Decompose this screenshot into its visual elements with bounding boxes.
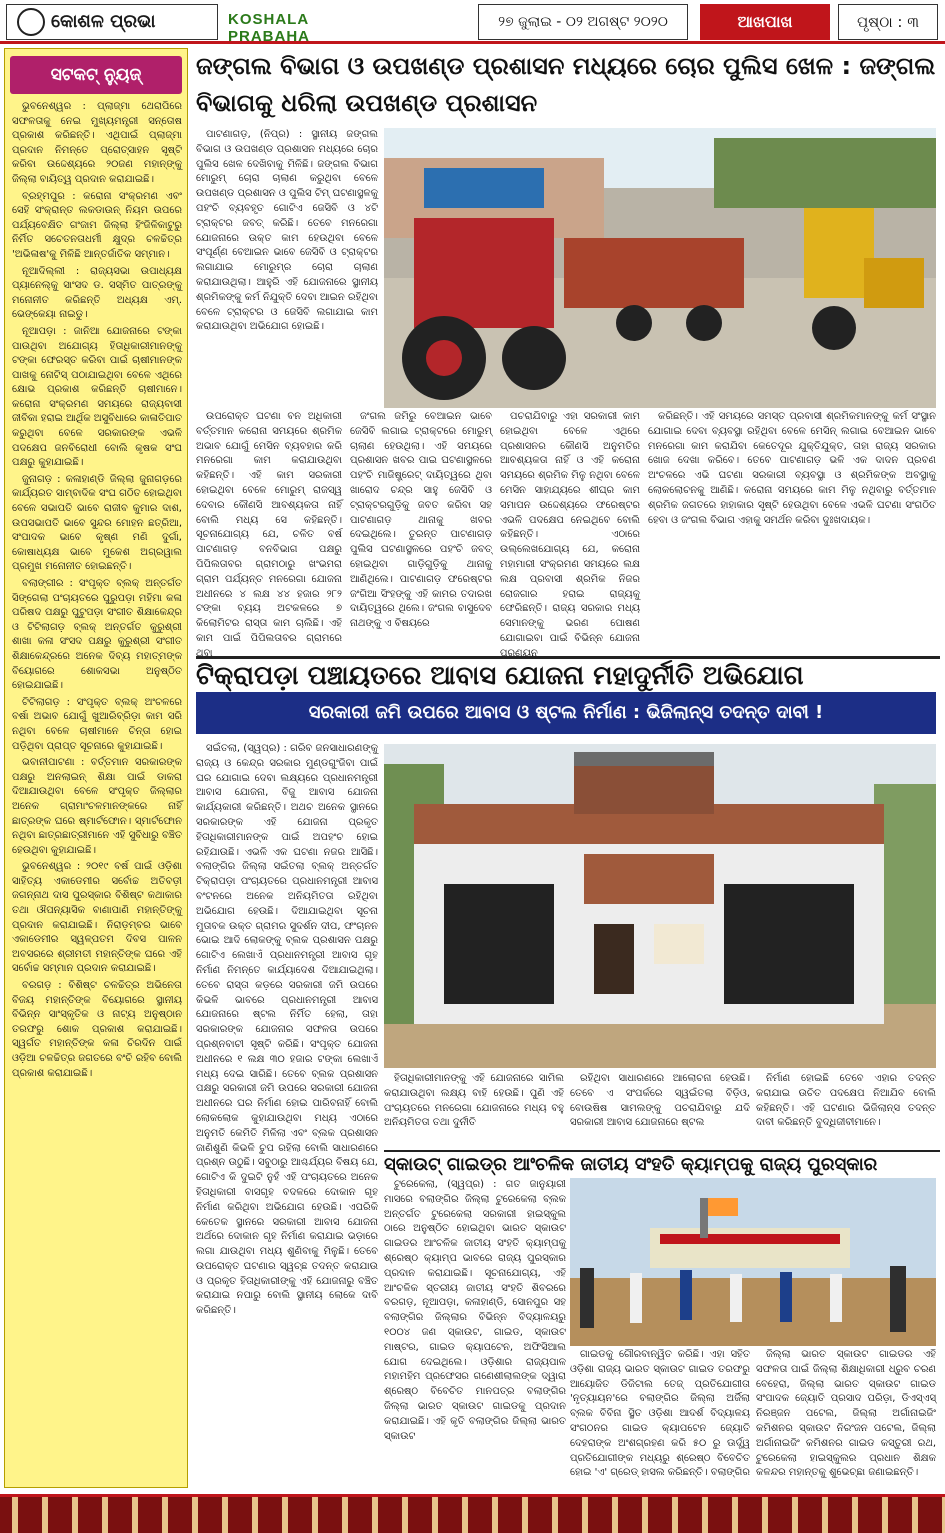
story2-column-4 — [756, 1072, 936, 1148]
story2-headline: ଟିକ୍ରାପଡ଼ା ପଞ୍ଚାୟତରେ ଆବାସ ଯୋଜନା ମହାଦୁର୍ନୀତି ଅଭିଯୋଗ — [196, 656, 940, 690]
logo-text: କୋଶଳ ପ୍ରଭା — [51, 11, 156, 32]
story2-text: ହିତାଧିକାରୀମାନଙ୍କୁ ଏହି ଯୋଜନାରେ ସାମିଲ କରାଯାଉଥିବା ଲକ୍ଷ୍ୟ ବାହି ହେଉଛି। ପୁଣି ଏହି ପଂଚାୟତରେ ମନରେଗା ଯୋଜନାରେ ମଧ୍ୟ ବହୁ ଅନିୟମିତତା ତଥା ଦୁର୍ନୀତି — [384, 1073, 564, 1129]
newspaper-logo — [6, 4, 218, 40]
story1-column-5 — [648, 410, 936, 654]
story3-column-3 — [756, 1348, 936, 1488]
story3-headline: ସ୍କାଉଟ୍ ଗାଇଡ୍‌ର ଆଂଚଳିକ ଜାତୀୟ ସଂହତି କ୍ୟାମ୍ପକୁ ରାଜ୍ୟ ପୁରସ୍କାର — [384, 1150, 940, 1176]
sidebar-news-item: ଟିଟିଲାଗଡ଼ : ସଂପୃକ୍ତ ବ୍ଲକ୍ ଅଂଚଳରେ ବର୍ଷା ଅଭାବ ଯୋଗୁଁ ଖୁଆରିବ୍ରିଡ଼ା କାମ ସରି ନଥିବା ବେଳେ ଚାଷୀମାନେ ଚିନ୍ତା ହୋଇ ପଡ଼ିଥିବା ପ୍ରାପ୍ତ ସୂଚନାରେ କୁହାଯାଇଛି। — [12, 696, 182, 752]
scout-guide-camp-photo — [570, 1178, 936, 1346]
sidebar-news-item: ଜୁନାଗଡ଼ : କଳାହାଣ୍ଡି ଜିଲ୍ଲା ଜୁନାଗଡ଼ରେ କାର୍ଯ୍ୟରତ ସାମ୍ବାଦିକ ସଂଘ ଗଠିତ ହୋଇଥିବା ବେଳେ ସଭାପତି ଭାବେ ରାଜୀବ କୁମାର ଦାଶ, ଉପସଭାପତି ଭାବେ ସୁନ୍ଦର ମୋହନ ଛତ୍ରିଆ, ସଂପାଦକ ଭାବେ କୃଷ୍ଣ ମଣି ଦୁର୍ଗା, କୋଷାଧ୍ୟକ୍ଷ ଭାବେ ମୁକେଶ ଅଗ୍ରୱାଲ ପ୍ରମୁଖ ମନୋନୀତ ହୋଇଛନ୍ତି। — [12, 473, 182, 573]
footer-border-pattern — [0, 1494, 945, 1533]
story3-text: ଗାଇଡକୁ ଗୌରବାନ୍ୱିତ କରିଛି। ଏହା ସହିତ ଓଡ଼ିଶା ରାଜ୍ୟ ଭାରତ ସ୍କାଉଟ ଗାଇଡ ତରଫରୁ ଆୟୋଜିତ ଡିଜିଟାଲ ତେଜ୍ ପ୍ରତିଯୋଗୀତା 'ନୃତ୍ୟାୟନ'ରେ ବଲାଙ୍ଗିର ଜିଲ୍ଲା ଅର୍ଜିଲା ବ୍ଲକ ବିବିନା ସ୍ଥିତ ଓଡ଼ିଶା ଆଦର୍ଶ ବିଦ୍ୟାଳୟ ସଂଗଠନର ଗାଇଡ କ୍ୟାପଟେନ ଜ୍ୟୋତି ଦେହରାଙ୍କ ଅଂଶଗ୍ରହଣ କରି ୫୦ ରୁ ଊର୍ଦ୍ଧ୍ୱ ପ୍ରତିଯୋଗୀଙ୍କ ମଧ୍ୟରୁ ଶ୍ରେଷ୍ଠ ବିବେଚିତ ହୋଇ 'ଏ' ଗ୍ରେଡ୍ ହାସଲ କରିଛନ୍ତି। ବଲାଙ୍ଗିର — [570, 1349, 750, 1479]
story1-text: ଉପରୋକ୍ତ ଘଟଣା ବନ ଅଧିକାରୀ ବର୍ତ୍ତମାନ କରୋନା ସମୟରେ ଶ୍ରମିକ ଅଭାବ ଯୋଗୁଁ ମେସିନ ବ୍ୟବହାର କରି ମନରେଗା କାମ କରାଯାଉଥିବା କହିଛନ୍ତି। ଏହି କାମ ସରକାରୀ ହୋଇଥିବା ବେଳେ ମୋରୁମ୍ ରାଜସ୍ୱ ଦେବାର କୌଣସି ଆବଶ୍ୟକତା ନାହିଁ ବୋଲି ମଧ୍ୟ ସେ କହିଛନ୍ତି। ସୂଚନାଯୋଗ୍ୟ ଯେ, ଚଳିତ ବର୍ଷ ପାଟଣାଗଡ଼ ବନବିଭାଗ ପକ୍ଷରୁ ପିପିଲତାବର ଗ୍ରାମଠାରୁ ଖଂଭମରା ଗ୍ରାମ ପର୍ଯ୍ୟନ୍ତ ମନରେଗା ଯୋଜନା ଅଧୀନରେ ୪ ଲକ୍ଷ ୪୪ ହଜାର ୨୮୨ ଟଙ୍କା ବ୍ୟୟ ଅଟକଳରେ ୭ କିଲୋମିଟର ରାସ୍ତା କାମ ଚାଲିଛି। ଏହି କାମ ପାଇଁ ପିପିଲତାବର ଗ୍ରାମରେ ଥିବା — [196, 411, 342, 659]
sidebar-news-item: ନୂଆଦିଲ୍ଲୀ : ରାଜ୍ୟସଭା ଉପାଧ୍ୟକ୍ଷ ପ୍ୟାନେଲ୍‌କୁ ସାଂସଦ ଡ. ସସ୍ମିତ ପାତ୍ରଙ୍କୁ ମନୋନୀତ କରିଛନ୍ତି ଅଧ୍ୟକ୍ଷ ଏମ୍. ଭେଙ୍କେୟା ନାଇଡୁ। — [12, 265, 182, 321]
story1-text: କରିଛନ୍ତି। ଏହି ସମୟରେ ସମସ୍ତ ପ୍ରବାସୀ ଶ୍ରମିକମାନଙ୍କୁ କର୍ମ ସଂସ୍ଥାନ ଯୋଗାଇ ଦେବା ବ୍ୟବସ୍ଥା ରହିଥିବା ବେଳେ ମେସିନ୍ ଲଗାଇ ବେଆଇନ ଭାବେ ମନରେଗା କାମ କରାଯିବା କେତେଦୂର ଯୁକ୍ତିଯୁକ୍ତ, ତାହା ରାଜ୍ୟ ସରକାର ଖୋଜ ଦେଖା କରିବେ। ତେବେ ପାଟଣାଗଡ଼ ଭଳି ଏକ ଦାଦନ ପ୍ରବଣ ଅଂଚଳରେ ଏଭି ଘଟଣା ସରକାରୀ ବ୍ୟବସ୍ଥା ଓ ଶ୍ରମିକଙ୍କ ଅବସ୍ଥାକୁ ଲୋକଲୋଚନକୁ ଆଣିଛି। କରୋନା ସମୟରେ କାମ ମିଳୁ ନଥିବାରୁ ବର୍ତ୍ତମାନ ଶ୍ରମିକ ଜଗତରେ ହାହାକାର ସୃଷ୍ଟି ହେଉଥିବା ବେଳେ ଏଭଳି ଘଟଣା ସଂଗଠିତ ହେବା ଓ ଜଂଗଲ ବିଭାଗ ଏହାକୁ ସମର୍ଥନ କରିବା ଦୁଃଖଦାୟକ। — [648, 411, 936, 526]
sidebar-news-item: ଭୁବନେଶ୍ୱର : ୨୦୧୯ ବର୍ଷ ପାଇଁ ଓଡ଼ିଶା ସାହିତ୍ୟ ଏକାଡେମୀର ସର୍ବୋଚ୍ଚ ଅତିବଡ଼ୀ ଜଗନ୍ନାଥ ଦାସ ପୁରସ୍କାର ବିଶିଷ୍ଟ କଥାକାର ତଥା ଔପନ୍ୟାସିକ ବାଣାପାଣି ମହାନ୍ତିଙ୍କୁ ପ୍ରଦାନ କରାଯାଇଛି। ନିରାଡ଼ମ୍ବର ଭାବେ ଏକାଡେମୀର ସ୍ୱଳ୍ପତମ ଦିବସ ପାଳନ ଅବସରରେ ଶ୍ରୀମତୀ ମହାନ୍ତିଙ୍କ ଘରେ ଏହି ସର୍ବୋଚ୍ଚ ସମ୍ମାନ ପ୍ରଦାନ କରାଯାଇଛି। — [12, 861, 182, 975]
page-number: ପୃଷ୍ଠା : ୩ — [838, 4, 938, 40]
story2-subheadline: ସରକାରୀ ଜମି ଉପରେ ଆବାସ ଓ ଷ୍ଟଲ ନିର୍ମାଣ : ଭିଜିଲାନ୍ସ ତଦନ୍ତ ଦାବୀ ! — [196, 692, 936, 734]
building-photo-illustration — [384, 744, 936, 1068]
story3-column-2 — [570, 1348, 750, 1488]
story2-text: ସଇଁତଲା, (ସ୍ୱପ୍ର) : ଗରିବ ଜନସାଧାରଣଙ୍କୁ ରାଜ୍ୟ ଓ କେନ୍ଦ୍ର ସରକାର ମୁଣ୍ଡଗୁଂଜିବା ପାଇଁ ଘର ଯୋଗାଇ ଦେବା ଲକ୍ଷ୍ୟରେ ପ୍ରଧାନମନ୍ତ୍ରୀ ଆବାସ ଯୋଜନା, ବିଜୁ ଆବାସ ଯୋଜନା କାର୍ଯ୍ୟକାରୀ କରିଛନ୍ତି। ଅଥଚ ଅନେକ ସ୍ଥାନରେ ସରକାରଙ୍କ ଏହି ଯୋଜନା ପ୍ରକୃତ ହିତାଧିକାରୀମାନଙ୍କ ପାଇଁ ଅପହଂଚ ହୋଇ ରହିଯାଉଛି। ଏଭଳି ଏକ ଘଟଣା ନଜର ଆସିଛି। ବଲାଙ୍ଗିର ଜିଲ୍ଲା ସଇଁତଲା ବ୍ଲକ୍ ଅନ୍ତର୍ଗତ ଟିକ୍ରାପଡ଼ା ପଂଚାୟତରେ ପ୍ରଧାନମନ୍ତ୍ରୀ ଆବାସ ବଂଟନରେ ଅନେକ ଅନିୟମିତତା ରହିଥିବା ଅଭିଯୋଗ ହେଉଛି। ଦିଆଯାଇଥିବା ସୂଚନା ମୁତାବକ ଉକ୍ତ ଗ୍ରାମର ସୁଦର୍ଶନ ଦୀପ, ଫଂଚାନନ ଭୋଇ ଆଦି ଲୋକଙ୍କୁ ବ୍ଲକ ପ୍ରଶାସନ ପକ୍ଷରୁ ଗୋଟିଏ ଲେଖାଏଁ ପ୍ରଧାନମନ୍ତ୍ରୀ ଆବାସ ଗୃହ ନିର୍ମାଣ ନିମନ୍ତେ କାର୍ଯ୍ୟାଦେଶ ଦିଆଯାଇଥିଲା। ତେବେ ରାସ୍ତା କଡ଼ରେ ସରକାରୀ ଜମି ଉପରେ କିଭଳି ଭାବରେ ପ୍ରଧାନମନ୍ତ୍ରୀ ଆବାସ ଯୋଜନାରେ ଷ୍ଟଲ ନିର୍ମିତ ହେଲା, ତାହା ସରକାରଙ୍କ ଯୋଜନାର ସଫଳତା ଉପରେ ପ୍ରଶ୍ନବାଚୀ ସୃଷ୍ଟି କରିଛି। ସଂପୃକ୍ତ ଯୋଜନା ଅଧୀନରେ ୧ ଲକ୍ଷ ୩୦ ହଜାର ଟଙ୍କା ଲେଖାଏଁ ମଧ୍ୟ ଦେଇ ସାରିଛି। ତେବେ ବ୍ଲକ ପ୍ରଶାସନ ପକ୍ଷରୁ ସରକାରୀ ଜମି ଉପରେ ସରକାରୀ ଯୋଜନା ଅଧୀନରେ ଘର ନିର୍ମାଣ ହୋଇ ପାରିବନାହିଁ ବୋଲି ଲୋକଲୋକ କୁହାଯାଉଥିବା ମଧ୍ୟ ଏଠାରେ ଅନୁମତି କେମିତି ମିଳିଲା ଏବଂ ବ୍ଲକ ପ୍ରଶାସନ ଜାଣିଶୁଣି କିଭଳି ଚୁପ ରହିଲା ବୋଲି ସାଧାରଣରେ ପ୍ରଶ୍ନ ଉଠୁଛି। ସବୁଠାରୁ ଆଶ୍ଚର୍ଯ୍ୟର ବିଷୟ ଯେ, ଗୋଟିଏ କି ଦୁଇଟି ନୁହଁ ଏହି ପଂଚାୟତରେ ଅନେକ ହିତାଧିକାରୀ ବାସଗୃହ ବଦଳରେ ଦୋକାନ ଗୃହ ନିର୍ମାଣ କରିଥିବା ଅଭିଯୋଗ ହେଉଛି। ଏପରିକି କେତେକ ସ୍ଥାନରେ ସରକାରୀ ଆବାସ ଯୋଜନା ଅର୍ଥରେ ଦୋକାନ ଗୃହ ନିର୍ମାଣ କରାଯାଇ ଭଡ଼ାରେ ଲଗା ଯାଉଥିବା ମଧ୍ୟ ଶୁଣିବାକୁ ମିଳୁଛି। ତେବେ ଉପରୋକ୍ତ ଘଟଣାର ସ୍ୱଚ୍ଛ ତଦନ୍ତ କରାଯାଉ ଓ ପ୍ରକୃତ ହିତାଧିକାରୀଙ୍କୁ ଏହି ଯୋଜନାରୁ ବଞ୍ଚିତ କରାଯାଇ ନପାରୁ ବୋଲି ସ୍ଥାନୀୟ ଲୋକେ ଦାବି କରିଛନ୍ତି। — [196, 743, 378, 1317]
story1-text: ପଚରାଯିବାରୁ ଏହା ସରକାରୀ କାମ ହୋଇଥିବା ବେଳେ ଏଥିରେ ପ୍ରଶାସନର କୌଣସି ଅନୁମତିର ଆବଶ୍ୟକତା ନାହିଁ ଓ ଏହି କରୋନା ସମୟରେ ଶ୍ରମିକ ମିଳୁ ନଥିବା ବେଳେ ମେସିନ ସାହାଯ୍ୟରେ ଶୀଘ୍ର କାମ ସମାପନ ଉଦ୍ଦେଶ୍ୟରେ ଫରେଷ୍ଟର ଏଭଳି ପଦକ୍ଷେପ ନେଇଥିବେ ବୋଲି କହିଛନ୍ତି। ଏଠାରେ ଉଲ୍ଲେଖଯୋଗ୍ୟ ଯେ, କରୋନା ମହାମାରୀ ସଂକ୍ରମଣ ସମୟରେ ଲକ୍ଷ ଲକ୍ଷ ପ୍ରବାସୀ ଶ୍ରମିକ ନିଜର ରୋଜଗାର ହରାଇ ରାଜ୍ୟକୁ ଫେରିଛନ୍ତି। ରାଜ୍ୟ ସରକାର ମଧ୍ୟ ସେମାନଙ୍କୁ ଭରଣ ପୋଷଣ ଯୋଗାଇବା ପାଇଁ ବିଭିନ୍ନ ଯୋଜନା ପ୍ରଣୟନ — [500, 411, 640, 659]
newspaper-name: KOSHALA PRABAHA — [228, 11, 310, 45]
story2-text: ରହିଥିବା ସାଧାରଣରେ ଆଲୋଚନା ହେଉଛି। ତେବେ ଏ ସଂପର୍କରେ ସ୍ୱଇଁତଲା ବିଡ଼ିଓ, ବୋଉଷିଷ ସାମଲଙ୍କୁ ପଚରାଯିବାରୁ ଯଦି ସରକାରୀ ଆବାସ ଯୋଜନାରେ ଷ୍ଟଲ — [570, 1073, 750, 1129]
housing-building-photo — [384, 744, 936, 1068]
story2-column-2 — [384, 1072, 564, 1148]
story2-column-3 — [570, 1072, 750, 1148]
sidebar-news-item: ନୂଆପଡ଼ା : ଜାନିଆ ଯୋଜନାରେ ଟଙ୍କା ପାଉଥିବା ଅଯୋଗ୍ୟ ହିତାଧିକାରୀମାନଙ୍କୁ ଟଙ୍କା ଫେରସ୍ତ କରିବା ପାଇଁ ଚାଷୀମାନଙ୍କ ପାଖକୁ ନୋଟିସ୍ ପଠାଯାଇଥିବା ବେଳେ ଏଥିରେ କ୍ଷୋଭ ପ୍ରକାଶ କରିଛନ୍ତି ଚାଷୀମାନେ। କରୋନା ସଂକ୍ରମଣ ସମୟରେ ରାଜ୍ୟବାସୀ ଜୀବିକା ହରାଇ ଆର୍ଥିକ ଅସୁବିଧାରେ କାଳାତିପାତ କରୁଥିବା ବେଳେ ସରକାରଙ୍କ ଏଭଳି ପଦକ୍ଷେପ ଜନବିରୋଧୀ ବୋଲି କୃଷକ ସଂଘ ପକ୍ଷରୁ କୁହାଯାଇଛି। — [12, 325, 182, 469]
section-label: ଆଖପାଖ — [700, 4, 830, 40]
story3-text: ଟୁରେକେଲା, (ସ୍ୱପ୍ର) : ଗତ ଜାନୁୟାରୀ ମାସରେ ବଲାଙ୍ଗିର ଜିଲ୍ଲା ଟୁରେକେଲା ବ୍ଲକ ଅନ୍ତର୍ଗତ ଟୁରେକେଲା ସରକାରୀ ହାଇସ୍କୁଲ ଠାରେ ଅନୁଷ୍ଠିତ ହୋଇଥିବା ଭାରତ ସ୍କାଉଟ ଗାଇଡର ଆଂଚଳିକ ଜାତୀୟ ସଂହତି କ୍ୟାମ୍ପକୁ ଶ୍ରେଷ୍ଠ କ୍ୟାମ୍ପ ଭାବରେ ରାଜ୍ୟ ପୁରସ୍କାର ପ୍ରଦାନ କରାଯାଇଛି। ସୂଚନାଯୋଗ୍ୟ, ଏହି ଆଂଚଳିକ ସ୍ତରୀୟ ଜାତୀୟ ସଂହତି ଶିବରରେ ବରଗଡ଼, ନୂଆପଡ଼ା, କଳାହାଣ୍ଡି, ସୋନପୁର ସହ ବଲାଙ୍ଗିର ଜିଲ୍ଲାର ବିଭିନ୍ନ ବିଦ୍ୟାଳୟରୁ ୧୦୦୪ ଜଣ ସ୍କାଉଟ, ଗାଇଡ, ସ୍କାଉଟ ମାଷ୍ଟର, ଗାଇଡ କ୍ୟାପଟେନ, ଅଫିସିଆଲ ଯୋଗ ଦେଇଥିଲେ। ଓଡ଼ିଶାର ରାଜ୍ୟପାଳ ମହାମହିମ ପ୍ରଫେସର ଗଣେଶୀଲାଲଙ୍କ ଦ୍ୱାରା ଶ୍ରେଷ୍ଠ ବିବେଚିତ ମାନପତ୍ର ବଲାଙ୍ଗିର ଜିଲ୍ଲା ଭାରତ ସ୍କାଉଟ ଗାଇଡକୁ ପ୍ରଦାନ କରାଯାଇଛି। ଏହି କୃତି ବଲାଙ୍ଗିର ଜିଲ୍ଲା ଭାରତ ସ୍କାଉଟ — [384, 1179, 566, 1442]
sidebar-news-item: ଭବାନୀପାଟଣା : ବର୍ତ୍ତମାନ ସରକାରଙ୍କ ପକ୍ଷରୁ ଅନଲାଇନ୍ ଶିକ୍ଷା ପାଇଁ ଡାକରା ଦିଆଯାଉଥିବା ବେଳେ ସଂପୃକ୍ତ ଜିଲ୍ଲାର ଅନେକ ଗ୍ରାମାଂଚଳମାନଙ୍କରେ ନାହିଁ ଛାତ୍ରଙ୍କ ଘରେ ଷ୍ମାର୍ଟଫୋନ। ସ୍ମାର୍ଟଫୋନ ନଥିବା ଛାତ୍ରଛାତ୍ରୀମାନେ ଏହି ସୁବିଧାରୁ ବଞ୍ଚିତ ହେଉଥିବା କୁହାଯାଇଛି। — [12, 757, 182, 856]
tractor-photo-illustration — [384, 128, 936, 408]
camp-photo-illustration — [570, 1178, 936, 1346]
sidebar-news-item: ବ୍ରହ୍ମପୁର : କରୋନା ସଂକ୍ରମଣ ଏବଂ ସେହି ସଂକ୍ରାନ୍ତ ଲକଡାଉନ୍ ନିୟମ ଉପରେ ପର୍ଯ୍ୟବେକ୍ଷିତ ଗଂଜାମ ଜିଲ୍ଲା ହିଂଜିଳିକାଟୁରୁ ନିର୍ମିତ ସଚେତନତାଧର୍ମୀ କ୍ଷୁଦ୍ର ଚଳଚ୍ଚିତ୍ର 'ଅଭିଳାଷ'କୁ ମିଳିଛି ଆନ୍ତର୍ଜାତିକ ସମ୍ମାନ। — [12, 190, 182, 260]
sidebar-news-item: ବଲାଙ୍ଗୀର : ସଂପୃକ୍ତ ବ୍ଲକ୍ ଅନ୍ତର୍ଗତ ସିଙ୍ଗେଲା ପଂଚାୟତରେ ପୁରୁପଡ଼ା ମହିମା କଳା ପରିଷଦ ପକ୍ଷରୁ ପୁଟୁପଡ଼ା ସଂଗୀତ ଶିକ୍ଷାକେନ୍ଦ୍ର ଓ ଟିଟିଲାଗଡ଼ ବ୍ଲକ୍ ଅନ୍ତର୍ଗତ କୁରୁଶ୍ରୀ ଶାଖା କଳା ସଂସଦ ପକ୍ଷରୁ କୁରୁଶ୍ରୀ ସଂଗୀତ ଶିକ୍ଷାକେନ୍ଦ୍ରରେ ଅନେକ ଦିବ୍ୟ ମହାତ୍ମଙ୍କ ବିୟୋଗରେ ଶୋକସଭା ଅନୁଷ୍ଠିତ ହୋଇଯାଇଛି। — [12, 578, 182, 692]
sidebar-news-item: ଭୁବନେଶ୍ୱର : ପ୍ଲାଜ୍ମା ଥେରାପିରେ ସଫଳତାକୁ ନେଇ ମୁଖ୍ୟମନ୍ତ୍ରୀ ସନ୍ତୋଷ ପ୍ରକାଶ କରିଛନ୍ତି। ଏଥିପାଇଁ ପ୍ଲାଜ୍ମା ପ୍ରଦାନ ନିମନ୍ତେ ପ୍ରୋତ୍ସାହନ ସୃଷ୍ଟି କରିବା ଉଦ୍ଦେଶ୍ୟରେ ୨୦ଜଣ ମହାନ୍ଙ୍କୁ ଜିଲ୍ଲା ବାୟିତ୍ୱ ପ୍ରଦାନ କରାଯାଇଛି। — [12, 101, 182, 185]
logo-emblem-icon — [17, 8, 45, 36]
sidebar-news-list — [12, 100, 182, 1480]
sidebar-title: ସଟକଟ୍ ନ୍ୟୁଜ୍ — [10, 56, 182, 94]
sidebar-news-item: ବରଗଡ଼ : ବିଶିଷ୍ଟ ଚଳଚ୍ଚିତ୍ର ଅଭିନେତା ବିଜୟ ମହାନ୍ତିଙ୍କ ବିୟୋଗରେ ସ୍ଥାନୀୟ ବିଭିନ୍ନ ସାଂସ୍କୃତିକ ଓ ନାଟ୍ୟ ଅନୁଷ୍ଠାନ ତରଫରୁ ଶୋକ ପ୍ରକାଶ କରାଯାଇଛି। ସ୍ୱର୍ଗତ ମହାନ୍ତିଙ୍କ କଳା ଚିରଦିନ ପାଇଁ ଓଡ଼ିଆ ଚଳଚ୍ଚିତ୍ର ଜଗତରେ ବଂଚି ରହିବ ବୋଲି ପ୍ରକାଶ କରାଯାଇଛି। — [12, 980, 182, 1079]
story2-column-1 — [196, 742, 378, 1442]
story1-text: ଜଂଗଲ ଜମିରୁ ବେଆଇନ ଭାବେ ଜେସିବି ଲଗାଇ ଟ୍ରାକ୍ଟରେ ମୋରୁମ୍ ଚାଲାଣ ହେଉଥିଲା। ଏହି ସମୟରେ ପ୍ରଶାସନ ଖବର ପାଇ ଘଟଣାସ୍ଥଳରେ ପହଂଚି ମାଜିଷ୍ଟ୍ରେଟ୍ ଦାୟିତ୍ୱରେ ଥିବା ଖାରୋଦ ଚନ୍ଦ୍ର ସାହୁ ଜେସିବି ଓ ଟ୍ରାକ୍ଟରଗୁଡ଼ିକୁ ଜବତ କରିବା ସହ ପାଟଣାଗଡ଼ ଥାନାକୁ ଖବର ଦେଇଥିଲେ। ତୁରନ୍ତ ପାଟଣାଗଡ଼ ପୁଲିସ ଘଟଣାସ୍ଥଳରେ ପହଂଚି ଜବତ୍ ହୋଇଥିବା ଗାଡ଼ିଗୁଡ଼ିକୁ ଥାନାକୁ ଆଣିଥିଲେ। ପାଟଣାଗଡ଼ ଫରେଷ୍ଟର ଜଂଗିଆ ସିଂହଙ୍କୁ ଏହି କାମର ତଦାରଖ ଦାୟିତ୍ୱରେ ଥିଲେ। ଜଂଗଲ ବାସୁଦେବ ନାଥଙ୍କୁ ଏ ବିଷୟରେ — [350, 411, 492, 630]
issue-date: ୨୭ ଜୁଲାଇ - ୦୨ ଅଗଷ୍ଟ ୨୦୨୦ — [478, 4, 688, 40]
tractor-jcb-photo — [384, 128, 936, 408]
story1-column-3 — [350, 410, 492, 654]
story1-text: ପାଟଣାଗଡ଼, (ନିପ୍ର) : ସ୍ଥାନୀୟ ଜଙ୍ଗଲ ବିଭାଗ ଓ ଉପଖଣ୍ଡ ପ୍ରଶାସନ ମଧ୍ୟରେ ଚୋର ପୁଲିସ ଖେଳ ଦେଖିବାକୁ ମିଳିଛି। ଜଙ୍ଗଲ ବିଭାଗ ମୋରୁମ୍ ଚୋରା ଚାଲାଣ କରୁଥିବା ବେଳେ ଉପଖଣ୍ଡ ପ୍ରଶାସନ ଓ ପୁଲିସ ଟିମ୍ ଘଟଣାସ୍ଥଳକୁ ପହଂଚି ବ୍ୟବହୃତ ଗୋଟିଏ ଜେସିବି ଓ ୪ଟି ଟ୍ରାକ୍ଟର ଜବତ୍ କରିଛି। ତେବେ ମନରେଗା ଯୋଜନାରେ ଉକ୍ତ କାମ ହେଉଥିବା ବେଳେ ସଂପୂର୍ଣ୍ଣ ବେଆଇନ ଭାବେ ଜେସିବି ଓ ଟ୍ରାକ୍ଟର ଲଗାଯାଇ ମୋରୁମ୍ର ଚୋରା ଚାଲାଣ କରାଯାଉଥିଲା। ଆହୁରି ଏହି ଯୋଜନାରେ ସ୍ଥାନୀୟ ଶ୍ରମିକଙ୍କୁ କର୍ମ ନିଯୁକ୍ତି ଦେବା ଆଇନ ରହିଥିବା ବେଳେ ଟ୍ରାକ୍ଟର ଓ ଜେସିବି ଲଗାଯାଇ କାମ କରାଯାଉଥିବା ଅଭିଯୋଗ ହୋଇଛି। — [196, 129, 378, 333]
story1-column-1 — [196, 128, 378, 410]
story1-column-4 — [500, 410, 640, 659]
story2-text: ନିର୍ମାଣ ହୋଇଛି ତେବେ ଏହାର ତଦନ୍ତ କରାଯାଇ ଉଚିତ ପଦକ୍ଷେପ ନିଆଯିବ ବୋଲି କହିଛନ୍ତି। ଏହି ଘଟଣାର ଭିଜିଲାନ୍ସ ତଦନ୍ତ ଦାବୀ କରିଛନ୍ତି ବୁଦ୍ଧିଜୀବୀମାନେ। — [756, 1073, 936, 1129]
story1-column-2 — [196, 410, 342, 659]
story1-headline: ଜଙ୍ଗଲ ବିଭାଗ ଓ ଉପଖଣ୍ଡ ପ୍ରଶାସନ ମଧ୍ୟରେ ଚୋର ପୁଲିସ ଖେଳ : ଜଙ୍ଗଲ ବିଭାଗକୁ ଧରିଲା ଉପଖଣ୍ଡ ପ୍ରଶାସନ — [196, 52, 936, 117]
story3-text: ଜିଲ୍ଲା ଭାରତ ସ୍କାଉଟ ଗାଇଡର ଏହି ସଫଳତା ପାଇଁ ଜିଲ୍ଲା ଶିକ୍ଷାଧିକାରୀ ଧ୍ରୁବ ଚରଣ ବେହେରା, ଜିଲ୍ଲା ଭାରତ ସ୍କାଉଟ ଗାଇଡ ସଂପାଦକ ଜ୍ୟୋତି ପ୍ରସାଦ ପରିଡ଼ା, ଡିଏସ୍‌ଏସ୍ ନିରଞ୍ଜନ ପଟେଲ, ଜିଲ୍ଲା ଅର୍ଗାନାଇଜିଂ କମିଶନର ସ୍କାଉଟ ନିରଂଜନ ପଟେଲ, ଜିଲ୍ଲା ଅର୍ଗାନାଇଜିଂ କମିଶନର ଗାଇଡ କସ୍ତୁରୀ ରଥ, ଟୁରେକେଲା ହାଇସ୍କୁଲର ପ୍ରଧାନ ଶିକ୍ଷକ କଳନ୍ଦର ମହାନ୍ତକୁ ଶୁଭେଚ୍ଛା ଜଣାଇଛନ୍ତି। — [756, 1349, 936, 1479]
story3-column-1 — [384, 1178, 566, 1488]
